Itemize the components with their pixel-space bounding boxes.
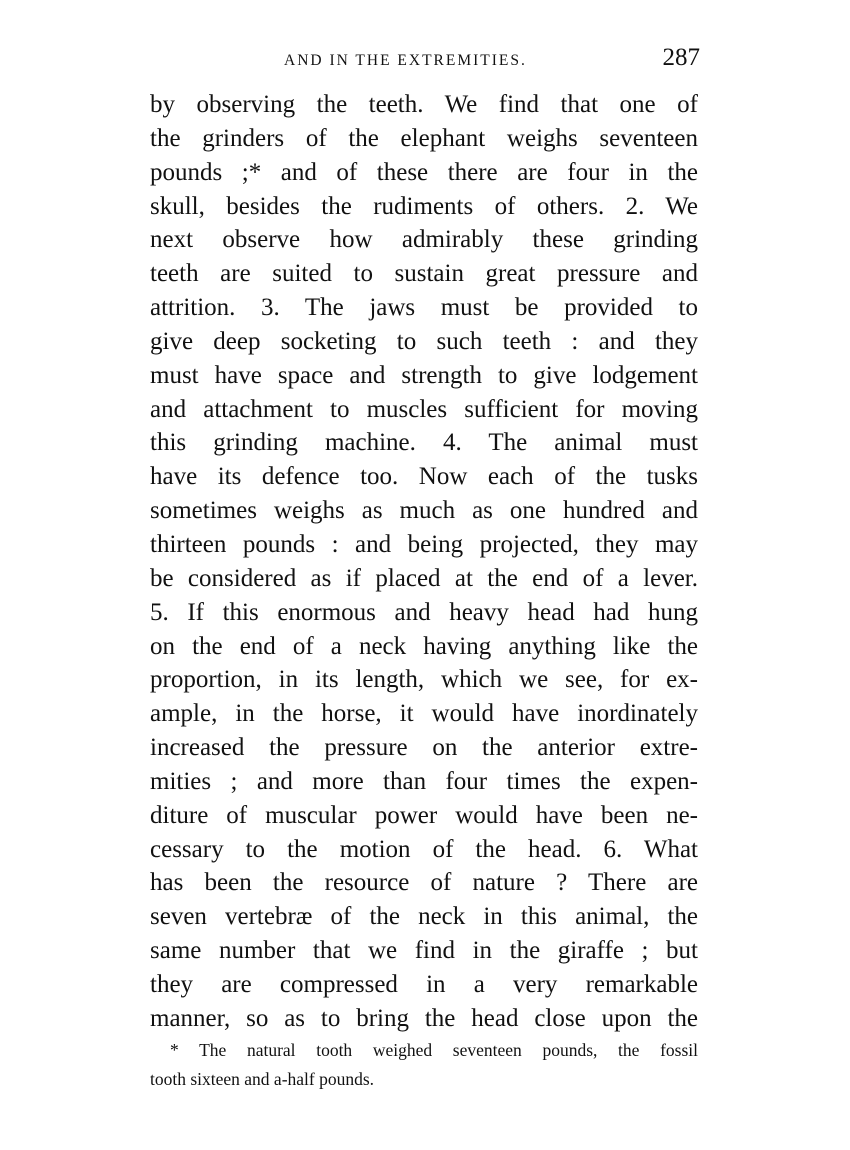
body-line: ample, in the horse, it would have inordinately	[150, 700, 698, 728]
body-line: thirteen pounds : and being projected, they may	[150, 530, 698, 558]
body-line: sometimes weighs as much as one hundred and	[150, 497, 698, 525]
body-line: and attachment to muscles sufficient for moving	[150, 395, 698, 423]
footnote-line: * The natural tooth weighed seventeen pounds, the fossil	[170, 1040, 698, 1060]
body-line: has been the resource of nature ? There are	[150, 869, 698, 897]
body-line: by observing the teeth. We find that one of	[150, 91, 698, 118]
body-line: on the end of a neck having anything like the	[150, 632, 698, 660]
body-line: manner, so as to bring the head close upon the	[150, 1004, 698, 1032]
body-line: increased the pressure on the anterior extre-	[150, 734, 698, 762]
body-line: same number that we find in the giraffe ; but	[150, 937, 698, 965]
body-text	[150, 88, 698, 1036]
footnote	[150, 1036, 698, 1094]
body-line: pounds ;* and of these there are four in the	[150, 158, 698, 186]
footnote-line: tooth sixteen and a-half pounds.	[150, 1069, 375, 1089]
running-head	[150, 40, 700, 80]
body-line: seven vertebræ of the neck in this animal, the	[150, 903, 698, 931]
body-line: attrition. 3. The jaws must be provided to	[150, 294, 698, 322]
body-line: skull, besides the rudiments of others. 2. We	[150, 192, 698, 220]
body-line: cessary to the motion of the head. 6. What	[150, 835, 698, 863]
running-title: AND IN THE EXTREMITIES.	[284, 52, 527, 69]
body-line: this grinding machine. 4. The animal must	[150, 429, 698, 457]
body-line: 5. If this enormous and heavy head had hung	[150, 598, 698, 626]
body-line: have its defence too. Now each of the tusks	[150, 463, 698, 491]
body-line: diture of muscular power would have been ne-	[150, 801, 698, 829]
body-line: must have space and strength to give lodgement	[150, 361, 698, 389]
body-line: next observe how admirably these grinding	[150, 226, 698, 254]
body-line: teeth are suited to sustain great pressure and	[150, 260, 698, 288]
body-line: they are compressed in a very remarkable	[150, 970, 698, 998]
body-line: mities ; and more than four times the expen-	[150, 767, 698, 795]
body-line: be considered as if placed at the end of a lever.	[150, 564, 698, 592]
page-number: 287	[662, 44, 700, 71]
body-line: give deep socketing to such teeth : and they	[150, 327, 698, 355]
body-line: the grinders of the elephant weighs seventeen	[150, 124, 698, 152]
body-line: proportion, in its length, which we see, for ex-	[150, 666, 698, 694]
